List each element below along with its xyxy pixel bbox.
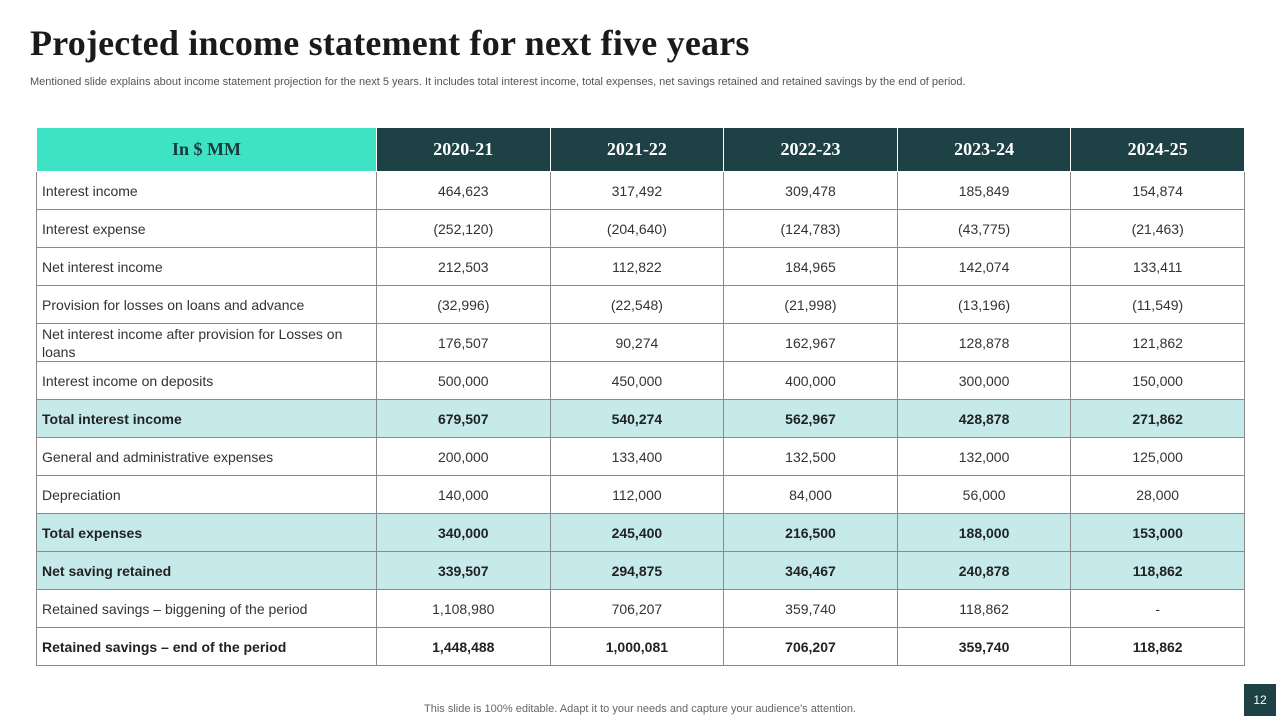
row-label: Interest income on deposits (37, 362, 377, 400)
cell-value: 184,965 (724, 248, 898, 286)
header-year: 2020-21 (377, 128, 551, 172)
cell-value: 271,862 (1071, 400, 1245, 438)
cell-value: 1,108,980 (377, 590, 551, 628)
slide-footer-note: This slide is 100% editable. Adapt it to your needs and capture your audience's attention. (424, 703, 856, 715)
cell-value: (252,120) (377, 210, 551, 248)
cell-value: 359,740 (724, 590, 898, 628)
cell-value: 118,862 (1071, 552, 1245, 590)
cell-value: 150,000 (1071, 362, 1245, 400)
row-label: Net saving retained (37, 552, 377, 590)
slide-subtitle: Mentioned slide explains about income statement projection for the next 5 years. It includes total interest income, total expenses, net savings retained and retained savings by the end of period. (30, 76, 966, 88)
table-row (37, 476, 1245, 514)
table-row (37, 362, 1245, 400)
row-label: Net interest income after provision for Losses on loans (37, 324, 377, 362)
table-row-total-interest-income (37, 400, 1245, 438)
table-row (37, 590, 1245, 628)
cell-value: 400,000 (724, 362, 898, 400)
income-statement-table (36, 127, 1245, 666)
cell-value: 212,503 (377, 248, 551, 286)
cell-value: 112,822 (550, 248, 724, 286)
cell-value: 133,400 (550, 438, 724, 476)
header-units-label: In $ MM (37, 128, 377, 172)
header-year: 2023-24 (897, 128, 1071, 172)
cell-value: 216,500 (724, 514, 898, 552)
cell-value: 1,448,488 (377, 628, 551, 666)
row-label: Net interest income (37, 248, 377, 286)
header-year: 2024-25 (1071, 128, 1245, 172)
row-label: Retained savings – end of the period (37, 628, 377, 666)
cell-value: 245,400 (550, 514, 724, 552)
header-year: 2022-23 (724, 128, 898, 172)
row-label: Interest income (37, 172, 377, 210)
cell-value: 118,862 (1071, 628, 1245, 666)
cell-value: 706,207 (550, 590, 724, 628)
cell-value: 679,507 (377, 400, 551, 438)
table-row-total-expenses (37, 514, 1245, 552)
slide-title: Projected income statement for next five years (30, 23, 750, 63)
cell-value: 84,000 (724, 476, 898, 514)
cell-value: 294,875 (550, 552, 724, 590)
cell-value: 140,000 (377, 476, 551, 514)
row-label: Interest expense (37, 210, 377, 248)
cell-value: 200,000 (377, 438, 551, 476)
cell-value: (21,998) (724, 286, 898, 324)
row-label: Total expenses (37, 514, 377, 552)
cell-value: (204,640) (550, 210, 724, 248)
cell-value: 450,000 (550, 362, 724, 400)
table-row (37, 438, 1245, 476)
row-label: General and administrative expenses (37, 438, 377, 476)
table-row (37, 210, 1245, 248)
table-row-net-saving-retained (37, 552, 1245, 590)
cell-value: (32,996) (377, 286, 551, 324)
cell-value: 121,862 (1071, 324, 1245, 362)
header-year: 2021-22 (550, 128, 724, 172)
cell-value: 562,967 (724, 400, 898, 438)
cell-value: 56,000 (897, 476, 1071, 514)
row-label: Total interest income (37, 400, 377, 438)
table-row-retained-savings-end (37, 628, 1245, 666)
cell-value: 128,878 (897, 324, 1071, 362)
cell-value: 340,000 (377, 514, 551, 552)
cell-value: 132,000 (897, 438, 1071, 476)
cell-value: 309,478 (724, 172, 898, 210)
cell-value: 500,000 (377, 362, 551, 400)
page-number: 12 (1244, 684, 1276, 716)
cell-value: 90,274 (550, 324, 724, 362)
cell-value: 240,878 (897, 552, 1071, 590)
cell-value: 153,000 (1071, 514, 1245, 552)
cell-value: 300,000 (897, 362, 1071, 400)
cell-value: 133,411 (1071, 248, 1245, 286)
cell-value: 1,000,081 (550, 628, 724, 666)
cell-value: 706,207 (724, 628, 898, 666)
cell-value: 28,000 (1071, 476, 1245, 514)
cell-value: 540,274 (550, 400, 724, 438)
cell-value: 118,862 (897, 590, 1071, 628)
cell-value: - (1071, 590, 1245, 628)
cell-value: 339,507 (377, 552, 551, 590)
row-label: Retained savings – biggening of the period (37, 590, 377, 628)
cell-value: (43,775) (897, 210, 1071, 248)
table-row (37, 248, 1245, 286)
cell-value: 185,849 (897, 172, 1071, 210)
table-row (37, 286, 1245, 324)
cell-value: (13,196) (897, 286, 1071, 324)
cell-value: 154,874 (1071, 172, 1245, 210)
cell-value: 162,967 (724, 324, 898, 362)
cell-value: (21,463) (1071, 210, 1245, 248)
row-label: Provision for losses on loans and advance (37, 286, 377, 324)
cell-value: 176,507 (377, 324, 551, 362)
cell-value: 188,000 (897, 514, 1071, 552)
cell-value: 346,467 (724, 552, 898, 590)
table-row (37, 172, 1245, 210)
cell-value: 359,740 (897, 628, 1071, 666)
row-label: Depreciation (37, 476, 377, 514)
cell-value: (124,783) (724, 210, 898, 248)
table-header-row (37, 128, 1245, 172)
cell-value: 428,878 (897, 400, 1071, 438)
cell-value: 125,000 (1071, 438, 1245, 476)
cell-value: 464,623 (377, 172, 551, 210)
cell-value: (11,549) (1071, 286, 1245, 324)
cell-value: 142,074 (897, 248, 1071, 286)
table-row (37, 324, 1245, 362)
cell-value: (22,548) (550, 286, 724, 324)
cell-value: 132,500 (724, 438, 898, 476)
cell-value: 317,492 (550, 172, 724, 210)
cell-value: 112,000 (550, 476, 724, 514)
